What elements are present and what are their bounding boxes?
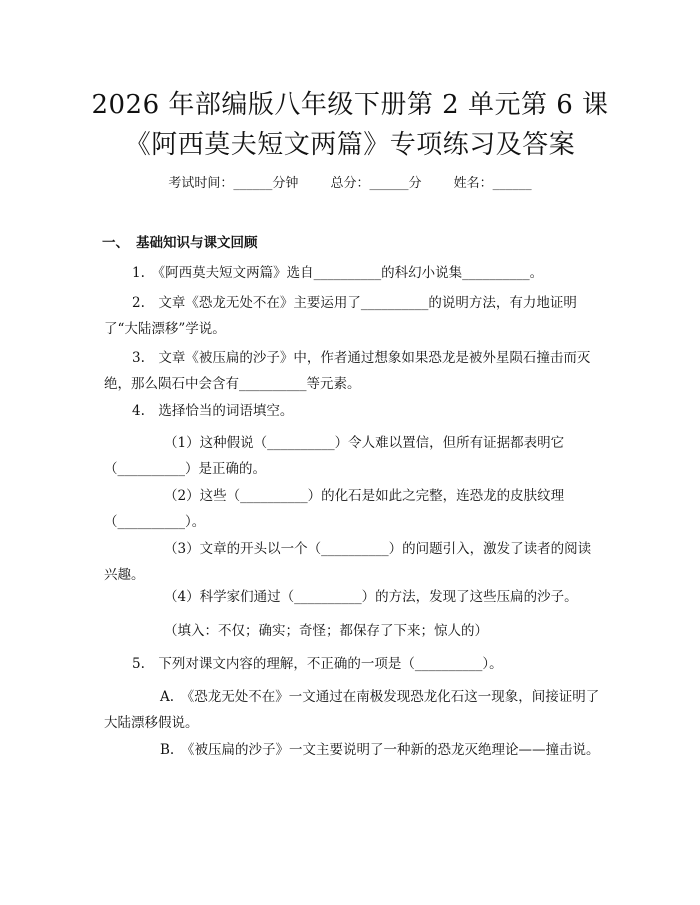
question-4-sub-2: （2）这些（__________）的化石是如此之完整，连恐龙的皮肤纹理（__________）。: [104, 488, 565, 530]
exam-time-field: 考试时间：______分钟: [168, 176, 299, 191]
question-4-sub-1: （1）这种假说（__________）令人难以置信，但所有证据都表明它（__________）是正确的。: [104, 435, 565, 477]
question-1: 1. 《阿西莫夫短文两篇》选自__________的科幻小说集__________。: [132, 265, 544, 281]
exam-info-row: [0, 172, 700, 191]
question-4-word-bank: （填入：不仅；确实；奇怪；都保存了下来；惊人的）: [164, 623, 488, 639]
question-3: 3. 文章《被压扁的沙子》中，作者通过想象如果恐龙是被外星陨石撞击而灭绝，那么陨石中会含有__________等元素。: [104, 350, 591, 392]
document-title-line-2: 《阿西莫夫短文两篇》专项练习及答案: [124, 130, 576, 160]
section-number: 一、: [102, 235, 129, 251]
question-4: 4. 选择恰当的词语填空。: [132, 403, 294, 419]
section-title: 基础知识与课文回顾: [136, 235, 258, 251]
question-5: 5. 下列对课文内容的理解，不正确的一项是（__________）。: [132, 656, 503, 672]
question-5-option-b: B. 《被压扁的沙子》一文主要说明了一种新的恐龙灭绝理论——撞击说。: [160, 742, 600, 758]
document-title-line-1: 2026 年部编版八年级下册第 2 单元第 6 课: [91, 90, 609, 120]
exam-score-field: 总分：______分: [330, 176, 422, 191]
question-2: 2. 文章《恐龙无处不在》主要运用了__________的说明方法，有力地证明了“大陆漂移”学说。: [104, 295, 577, 337]
question-4-sub-4: （4）科学家们通过（__________）的方法，发现了这些压扁的沙子。: [164, 589, 578, 605]
question-5-option-a: A. 《恐龙无处不在》一文通过在南极发现恐龙化石这一现象，间接证明了大陆漂移假说。: [104, 689, 600, 731]
student-name-field: 姓名：______: [453, 176, 532, 191]
section-heading: [102, 231, 258, 251]
question-4-sub-3: （3）文章的开头以一个（__________）的问题引入，激发了读者的阅读兴趣。: [104, 541, 592, 583]
